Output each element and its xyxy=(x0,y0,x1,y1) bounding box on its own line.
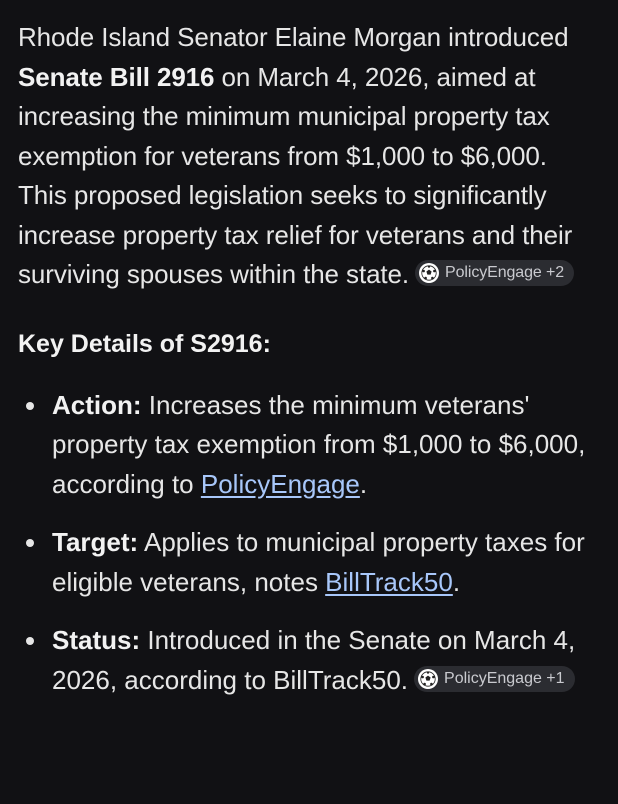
list-item-action xyxy=(18,386,600,505)
source-chip[interactable] xyxy=(414,666,575,692)
policyengage-link[interactable]: PolicyEngage xyxy=(200,468,360,499)
item-text-end: . xyxy=(359,468,368,499)
details-list xyxy=(18,386,600,701)
intro-text-end: on March 4, 2026, aimed at increasing the minimum municipal property tax exemption for veterans from $1,000 to $6,000. This proposed legislation seeks to significantly increase property tax relief for veterans and their surviving spouses within the state. xyxy=(18,61,573,289)
bullet-dot xyxy=(26,539,34,547)
policyengage-logo-icon xyxy=(418,669,438,689)
bill-name: Senate Bill 2916 xyxy=(18,61,215,92)
intro-paragraph xyxy=(18,18,600,295)
item-text: Increases the minimum veterans' property tax exemption from $1,000 to $6,000, according to xyxy=(52,389,586,499)
intro-text-start: Rhode Island Senator Elaine Morgan introduced xyxy=(18,22,569,52)
list-item-status xyxy=(18,621,600,700)
policyengage-logo-icon xyxy=(419,263,439,283)
section-heading: Key Details of S2916: xyxy=(18,329,271,358)
bullet-dot xyxy=(26,637,34,645)
item-text-end: . xyxy=(452,566,461,597)
item-text: Introduced in the Senate on March 4, 2026, according to BillTrack50. xyxy=(52,625,576,695)
source-chip[interactable] xyxy=(415,260,574,286)
billtrack50-link[interactable]: BillTrack50 xyxy=(325,566,453,597)
item-label: Action: xyxy=(52,389,142,420)
bullet-dot xyxy=(26,402,34,410)
item-text: Applies to municipal property taxes for eligible veterans, notes xyxy=(52,527,585,597)
item-label: Target: xyxy=(52,527,139,557)
item-label: Status: xyxy=(52,625,141,655)
source-chip-label: PolicyEngage +1 xyxy=(444,669,565,687)
source-chip-label: PolicyEngage +2 xyxy=(445,264,565,281)
list-item-target xyxy=(18,523,600,602)
